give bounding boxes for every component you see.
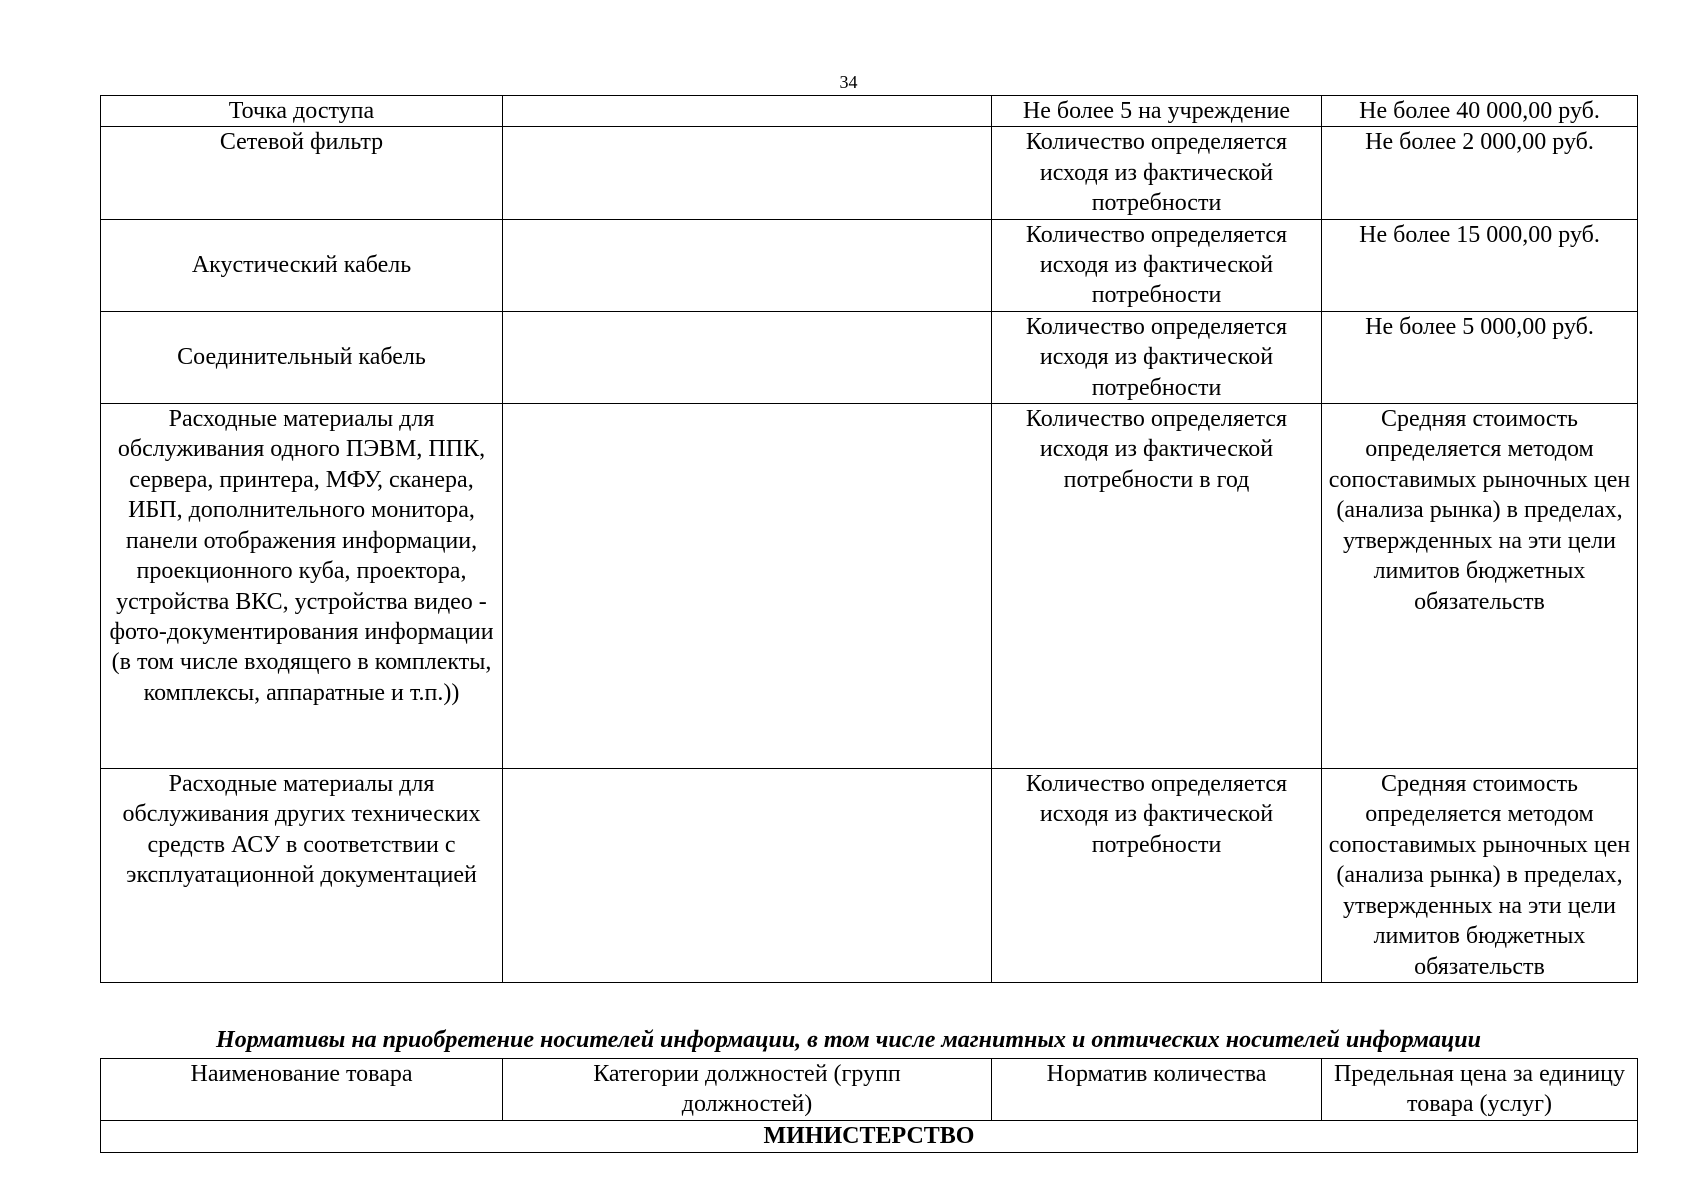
table-row <box>101 219 1638 311</box>
quantity-norm-cell: Не более 5 на учреждение <box>992 96 1322 127</box>
item-name-cell: Акустический кабель <box>101 219 503 311</box>
price-limit-cell: Средняя стоимость определяется методом сопоставимых рыночных цен (анализа рынка) в пределах, утвержденных на эти цели лимитов бюджетных обязательств <box>1322 404 1638 769</box>
header-price-limit: Предельная цена за единицу товара (услуг) <box>1322 1059 1638 1121</box>
quantity-norm-cell: Количество определяется исходя из фактической потребности <box>992 769 1322 983</box>
item-name-cell: Расходные материалы для обслуживания других технических средств АСУ в соответствии с эксплуатационной документацией <box>101 769 503 983</box>
table-row <box>101 96 1638 127</box>
requirements-table <box>100 95 1638 983</box>
table-row <box>101 1121 1638 1153</box>
price-limit-cell: Не более 2 000,00 руб. <box>1322 127 1638 219</box>
item-name-cell: Соединительный кабель <box>101 311 503 403</box>
header-quantity-norm: Норматив количества <box>992 1059 1322 1121</box>
quantity-norm-cell: Количество определяется исходя из фактической потребности в год <box>992 404 1322 769</box>
price-limit-cell: Средняя стоимость определяется методом сопоставимых рыночных цен (анализа рынка) в пределах, утвержденных на эти цели лимитов бюджетных обязательств <box>1322 769 1638 983</box>
page-number: 34 <box>839 72 858 92</box>
table-row <box>101 127 1638 219</box>
table-row <box>101 769 1638 983</box>
table-header-row <box>101 1059 1638 1121</box>
section-title: Нормативы на приобретение носителей информации, в том числе магнитных и оптических носителей информации <box>216 1027 1481 1053</box>
position-category-cell <box>503 404 992 769</box>
table-row <box>101 404 1638 769</box>
price-limit-cell: Не более 15 000,00 руб. <box>1322 219 1638 311</box>
item-name-cell: Расходные материалы для обслуживания одного ПЭВМ, ППК, сервера, принтера, МФУ, сканера, ИБП, дополнительного монитора, панели отображения информации, проекционного куба, проектора, устройства ВКС, устройства видео - фото-документирования информации (в том числе входящего в комплекты, комплексы, аппаратные и т.п.)) <box>101 404 503 769</box>
quantity-norm-cell: Количество определяется исходя из фактической потребности <box>992 127 1322 219</box>
position-category-cell <box>503 311 992 403</box>
quantity-norm-cell: Количество определяется исходя из фактической потребности <box>992 311 1322 403</box>
storage-media-norms-table <box>100 1058 1638 1153</box>
position-category-cell <box>503 769 992 983</box>
position-category-cell <box>503 96 992 127</box>
quantity-norm-cell: Количество определяется исходя из фактической потребности <box>992 219 1322 311</box>
header-item-name: Наименование товара <box>101 1059 503 1121</box>
table-row <box>101 311 1638 403</box>
price-limit-cell: Не более 5 000,00 руб. <box>1322 311 1638 403</box>
item-name-cell: Точка доступа <box>101 96 503 127</box>
position-category-cell <box>503 127 992 219</box>
ministry-section-label: МИНИСТЕРСТВО <box>101 1121 1638 1153</box>
header-position-categories: Категории должностей (групп должностей) <box>503 1059 992 1121</box>
price-limit-cell: Не более 40 000,00 руб. <box>1322 96 1638 127</box>
item-name-cell: Сетевой фильтр <box>101 127 503 219</box>
position-category-cell <box>503 219 992 311</box>
